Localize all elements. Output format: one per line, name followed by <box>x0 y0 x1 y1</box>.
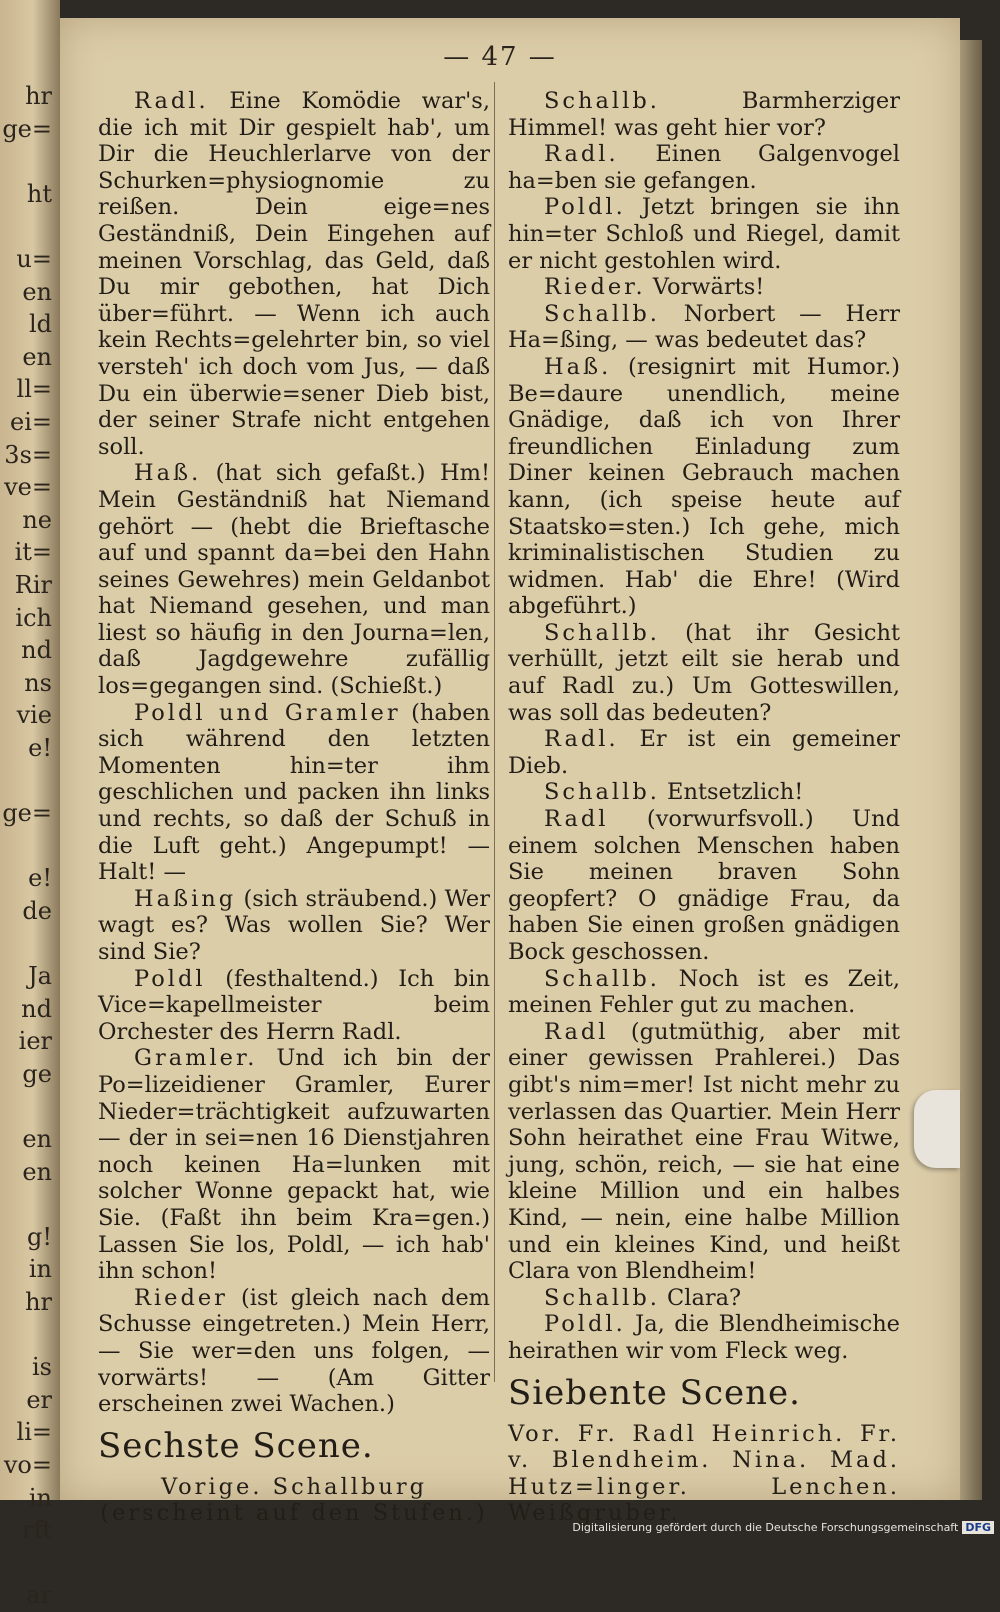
speaker-name: Haß. <box>134 460 202 487</box>
scene7-heading: Siebente Scene. <box>508 1372 801 1413</box>
speaker-name: Schallb. <box>544 1284 660 1311</box>
dfg-logo: DFG <box>962 1521 994 1534</box>
speaker-name: Rieder. <box>544 274 646 301</box>
dialogue-text: Entsetzlich! <box>659 779 804 806</box>
speaker-name: Haß. <box>544 353 612 380</box>
margin-fragment: hr <box>25 1287 52 1316</box>
margin-fragment: en <box>22 1157 52 1186</box>
margin-fragment: ld <box>28 310 52 339</box>
margin-fragment: ht <box>26 179 52 208</box>
margin-fragment <box>2 927 52 960</box>
right-column <box>508 88 900 1527</box>
margin-fragment: ge= <box>2 799 52 828</box>
dialogue-text: (haben sich während den letzten Momenten hin=ter ihm geschlichen und packen ihn links und rechts, so daß der Schuß in die Luft geht.) Angepumpt! — Halt! — <box>98 699 490 886</box>
footer <box>572 1521 994 1534</box>
dialogue-text: Ja, die Blendheimische heirathen wir vom Fleck weg. <box>508 1311 900 1364</box>
speaker-name: Schallb. <box>544 300 660 327</box>
margin-fragment <box>2 1090 52 1123</box>
speaker-name: Schallb. <box>544 619 660 646</box>
margin-fragment <box>2 1319 52 1352</box>
margin-fragment: Ja <box>28 962 52 991</box>
dialogue-text: (hat ihr Gesicht verhüllt, jetzt eilt sie herab und auf Radl zu.) Um Gotteswillen, was soll das bedeuten? <box>508 619 900 726</box>
speaker-name: Schallb. <box>544 965 660 992</box>
speaker-name: Schallb. <box>544 88 660 114</box>
margin-fragment: in <box>28 1255 52 1284</box>
dialogue-paragraph <box>508 194 900 274</box>
book-edge <box>960 40 982 1500</box>
margin-fragment <box>2 1547 52 1580</box>
dialogue-paragraph <box>508 620 900 726</box>
dialogue-text: (hat sich gefaßt.) Hm! Mein Geständniß hat Niemand gehört — (hebt die Brieftasche auf und spannt da=bei den Hahn seines Gewehres) mein Geldanbot hat Niemand gesehen, und man liest so häufig in den Journa=len, daß Jagdgewehre zufällig los=gegangen sind. (Schießt.) <box>98 460 490 700</box>
dialogue-paragraph <box>98 88 490 460</box>
dialogue-paragraph <box>98 1045 490 1284</box>
margin-fragment: ich <box>15 603 52 632</box>
dialogue-paragraph <box>98 700 490 886</box>
margin-fragment: ns <box>24 668 52 697</box>
speaker-name: Poldl. <box>544 1311 626 1338</box>
margin-fragment: de <box>22 896 52 925</box>
margin-fragment: is <box>32 1353 52 1382</box>
margin-fragment: en <box>22 277 52 306</box>
speaker-name: Radl. <box>134 88 209 114</box>
footer-credit: Digitalisierung gefördert durch die Deutsche Forschungsgemeinschaft <box>572 1521 959 1534</box>
margin-fragment: ge= <box>2 114 52 143</box>
margin-fragment: nd <box>21 636 52 665</box>
margin-fragment: ar <box>26 1581 52 1610</box>
dialogue-text: Barmherziger Himmel! was geht hier vor? <box>508 88 900 141</box>
margin-fragment: 3s= <box>4 440 52 469</box>
margin-fragment: ei= <box>10 407 52 436</box>
margin-fragment: en <box>22 1125 52 1153</box>
speaker-name: Rieder <box>134 1284 228 1311</box>
margin-fragment <box>2 1188 52 1221</box>
dialogue-text: Norbert — Herr Ha=ßing, — was bedeutet das? <box>508 300 900 354</box>
dialogue-paragraph <box>508 1311 900 1364</box>
dialogue-text: Und ich bin der Po=lizeidiener Gramler, Eurer Nieder=trächtigkeit aufzuwarten — der in sei=nen 16 Dienstjahren noch keinen Ha=lunken mit solcher Wonne gepackt hat, wie Sie. (Faßt ihn beim Kra=gen.) Lassen Sie los, Poldl, — ich hab' ihn schon! <box>98 1045 490 1285</box>
margin-fragment: it= <box>14 538 52 567</box>
speaker-name: Schallb. <box>544 779 660 806</box>
margin-fragment: vo= <box>3 1450 52 1479</box>
dialogue-text: (gutmüthig, aber mit einer gewissen Prahlerei.) Das gibt's nim=mer! Ist nicht mehr zu verlassen das Quartier. Mein Herr Sohn heirathet eine Frau Witwe, jung, schön, reich, — sie hat eine kleine Million und ein halbes Kind, — nein, eine halbe Million und ein kleines Kind, und heißt Clara von Blendheim! <box>508 1018 900 1285</box>
margin-fragment: e! <box>28 733 52 762</box>
dialogue-text: Eine Komödie war's, die ich mit Dir gespielt hab', um Dir die Heuchlerlarve von der Schurken=physiognomie zu reißen. Dein eige=nes Geständniß, Dein Eingehen auf meinen Vorschlag, das Geld, daß Du mir gebothen, hat Dich über=führt. — Wenn ich auch kein Rechts=gelehrter bin, so viel versteh' ich doch vom Jus, — daß Du ein überwie=sener Dieb bist, der seiner Strafe nicht entgehen soll. <box>98 88 490 460</box>
dialogue-paragraph <box>508 141 900 194</box>
margin-fragment <box>2 830 52 863</box>
page-tab-marker <box>914 1090 960 1168</box>
column-divider <box>494 82 495 1382</box>
margin-fragment: e! <box>28 864 52 893</box>
dialogue-paragraph <box>508 779 900 806</box>
margin-fragment: u= <box>16 244 52 273</box>
dialogue-text: (ist gleich nach dem Schusse eingetreten.) Mein Herr, — Sie wer=den uns folgen, — vorwärts! — (Am Gitter erscheinen zwei Wachen.) <box>98 1284 490 1418</box>
margin-fragment: ge <box>22 1059 52 1088</box>
speaker-name: Radl. <box>544 726 619 753</box>
speaker-name: Gramler. <box>134 1045 258 1072</box>
facing-page-text-fragments <box>2 80 52 1612</box>
dialogue-paragraph <box>508 1019 900 1285</box>
speaker-name: Radl. <box>544 141 619 168</box>
scene6-heading: Sechste Scene. <box>98 1425 374 1466</box>
dialogue-text: (resignirt mit Humor.) Be=daure unendlich, meine Gnädige, daß ich von Ihrer freundlichen Einladung zum Diner keinen Gebrauch machen kann, (ich speise heute auf Staatsko=sten.) Ich gehe, mich kriminalistischen Studien zu widmen. Hab' die Ehre! (Wird abgeführt.) <box>508 353 900 620</box>
dialogue-text: (festhaltend.) Ich bin Vice=kapellmeister beim Orchester des Herrn Radl. <box>98 965 490 1045</box>
speaker-name: Radl <box>544 806 609 833</box>
margin-fragment: nd <box>21 994 52 1023</box>
dialogue-paragraph <box>508 726 900 779</box>
dialogue-paragraph <box>508 1285 900 1312</box>
margin-fragment: ll= <box>16 375 52 404</box>
dialogue-text: Noch ist es Zeit, meinen Fehler gut zu machen. <box>508 965 900 1019</box>
dialogue-text: Er ist ein gemeiner Dieb. <box>508 726 900 779</box>
margin-fragment: in <box>28 1483 52 1512</box>
facing-page-edge <box>0 0 60 1610</box>
dialogue-text: Clara? <box>659 1284 742 1311</box>
margin-fragment: Rir <box>14 570 52 599</box>
margin-fragment: ve= <box>4 473 52 502</box>
dialogue-paragraph <box>98 1285 490 1418</box>
margin-fragment: vie <box>16 701 52 730</box>
dialogue-paragraph <box>508 88 900 141</box>
margin-fragment: er <box>26 1385 52 1414</box>
margin-fragment <box>2 145 52 178</box>
dialogue-paragraph <box>98 886 490 966</box>
speaker-name: Poldl. <box>544 194 626 221</box>
speaker-name: Poldl <box>134 965 206 992</box>
dialogue-paragraph <box>508 966 900 1019</box>
margin-fragment: en <box>22 342 52 371</box>
margin-fragment: ne <box>22 505 52 534</box>
margin-fragment <box>2 210 52 243</box>
margin-fragment: hr <box>25 82 52 110</box>
margin-fragment: rft <box>22 1516 52 1545</box>
scene6-cast: Vorige. Schallburg (erscheint auf den Stufen.) <box>100 1473 488 1527</box>
margin-fragment: li= <box>16 1418 52 1447</box>
dialogue-paragraph <box>508 354 900 620</box>
dialogue-paragraph <box>98 966 490 1046</box>
speaker-name: Haßing <box>134 885 237 912</box>
dialogue-paragraph <box>508 806 900 966</box>
scene7-cast: Vor. Fr. Radl Heinrich. Fr. v. Blendheim. Nina. Mad. Hutz=linger. Lenchen. Weißgruber. <box>508 1420 900 1527</box>
margin-fragment: g! <box>26 1222 52 1251</box>
dialogue-text: (sich sträubend.) Wer wagt es? Was wollen Sie? Wer sind Sie? <box>98 885 490 965</box>
speaker-name: Poldl und Gramler <box>134 699 401 726</box>
dialogue-text: Jetzt bringen sie ihn hin=ter Schloß und Riegel, damit er nicht gestohlen wird. <box>508 194 900 274</box>
dialogue-paragraph <box>508 274 900 301</box>
speaker-name: Radl <box>544 1018 609 1045</box>
book-page <box>60 18 960 1527</box>
dialogue-paragraph <box>508 301 900 354</box>
margin-fragment: ier <box>18 1027 52 1056</box>
dialogue-text: (vorwurfsvoll.) Und einem solchen Menschen haben Sie meinen braven Sohn geopfert? O gnädige Frau, da haben Sie einen großen gnädigen Bock geschossen. <box>508 806 900 965</box>
dialogue-text: Einen Galgenvogel ha=ben sie gefangen. <box>508 141 900 194</box>
page-number: — 47 — <box>443 42 557 72</box>
dialogue-text: Vorwärts! <box>645 274 765 301</box>
dialogue-paragraph <box>98 460 490 699</box>
left-column <box>98 88 490 1527</box>
margin-fragment <box>2 764 52 797</box>
